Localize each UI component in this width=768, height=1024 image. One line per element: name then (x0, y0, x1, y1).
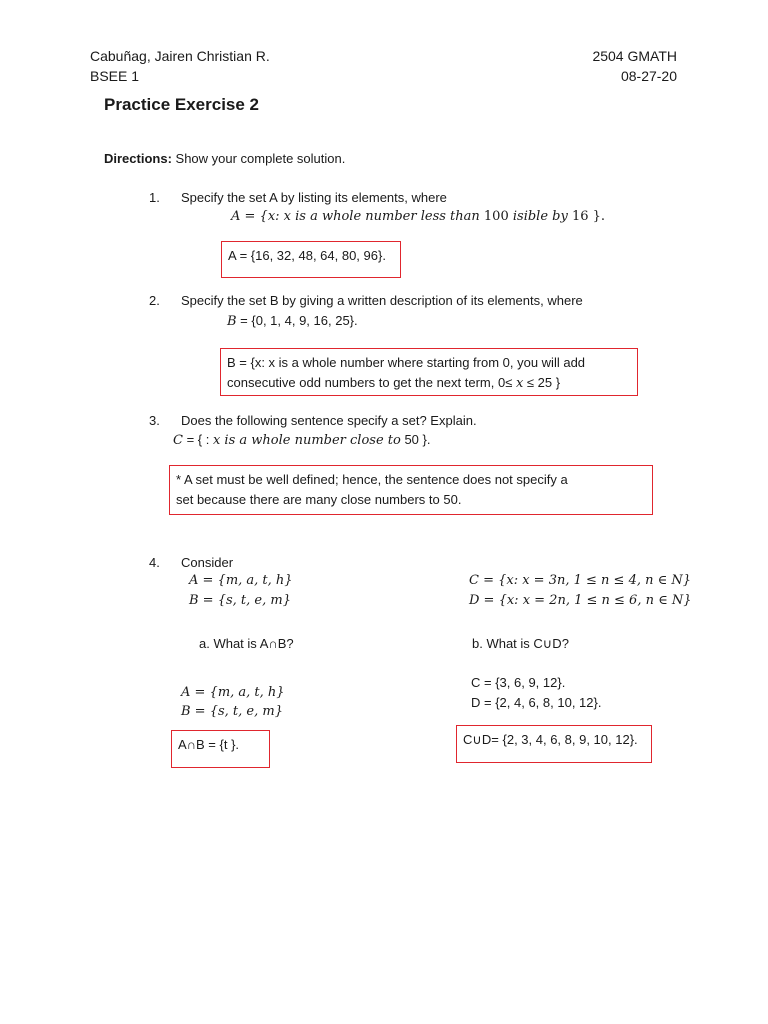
q4-work-c: C = {3, 6, 9, 12}. (471, 675, 566, 690)
q3-math-b: = { : (182, 432, 213, 447)
q1-answer-box (221, 241, 401, 278)
q1-answer: A = {16, 32, 48, 64, 80, 96}. (228, 248, 386, 263)
q1-math-d: isible by (512, 209, 568, 224)
q4-number: 4. (149, 555, 160, 570)
page-title: Practice Exercise 2 (104, 95, 260, 114)
q2-answer-line1: B = {x: x is a whole number where starting from 0, you will add (227, 355, 586, 370)
course-code: 2504 GMATH (592, 48, 677, 64)
student-name: Cabuñag, Jairen Christian R. (90, 48, 270, 64)
q3-math (173, 432, 430, 448)
q1-text: Specify the set A by listing its elements, where (181, 190, 447, 205)
q2-number: 2. (149, 293, 160, 308)
q1-math (231, 209, 605, 224)
q1-number: 1. (149, 190, 160, 205)
q4-work-a: A = {m, a, t, h} (181, 685, 285, 700)
q4-set-b: B = {s, t, e, m} (189, 593, 291, 608)
q3-answer-line1: * A set must be well defined; hence, the sentence does not specify a (176, 472, 568, 487)
q3-number: 3. (149, 413, 160, 428)
q3-math-c: x is a whole number close to (212, 433, 401, 448)
directions-text: Show your complete solution. (171, 151, 346, 166)
q4-set-a: A = {m, a, t, h} (189, 573, 293, 588)
q2-answer-line2b: x (515, 376, 524, 391)
q4-part-b: b. What is C∪D? (472, 636, 569, 651)
date: 08-27-20 (620, 68, 677, 84)
q3-math-d: 50 }. (400, 432, 431, 447)
student-program: BSEE 1 (90, 68, 140, 84)
q3-text: Does the following sentence specify a set? Explain. (181, 413, 477, 428)
q4-work-d: D = {2, 4, 6, 8, 10, 12}. (471, 695, 602, 710)
q4-answer-b: C∪D= {2, 3, 4, 6, 8, 9, 10, 12}. (463, 732, 638, 747)
q2-math-b: = {0, 1, 4, 9, 16, 25}. (236, 313, 358, 328)
q4-part-a: a. What is A∩B? (199, 636, 294, 651)
q2-math (227, 313, 358, 329)
q2-math-a: B (227, 314, 237, 329)
q4-answer-b-box (456, 725, 652, 763)
q2-answer-box (220, 348, 638, 396)
q4-set-d: D = {x: x = 2n, 1 ≤ n ≤ 6, n ∈ N} (469, 593, 692, 608)
q3-answer-box (169, 465, 653, 515)
q3-answer-line2: set because there are many close numbers to 50. (176, 492, 462, 507)
q1-math-a: A = { (231, 209, 268, 224)
q2-answer-line2 (227, 373, 631, 394)
q2-text: Specify the set B by giving a written description of its elements, where (181, 293, 583, 308)
q4-set-c: C = {x: x = 3n, 1 ≤ n ≤ 4, n ∈ N} (469, 573, 692, 588)
q2-answer-line2c: ≤ 25 } (523, 375, 561, 390)
directions-label: Directions: (104, 151, 172, 166)
q1-math-c: 100 (479, 209, 513, 224)
q1-math-e: 16 }. (567, 209, 606, 224)
q4-answer-a: A∩B = {t }. (178, 737, 240, 752)
q4-work-b: B = {s, t, e, m} (181, 704, 283, 719)
q2-answer-line2a: consecutive odd numbers to get the next term, 0≤ (227, 375, 516, 390)
q3-math-a: C (173, 433, 183, 448)
q4-text: Consider (181, 555, 234, 570)
q1-math-b: x: x is a whole number less than (267, 209, 480, 224)
directions (104, 151, 345, 166)
q4-answer-a-box (171, 730, 270, 768)
